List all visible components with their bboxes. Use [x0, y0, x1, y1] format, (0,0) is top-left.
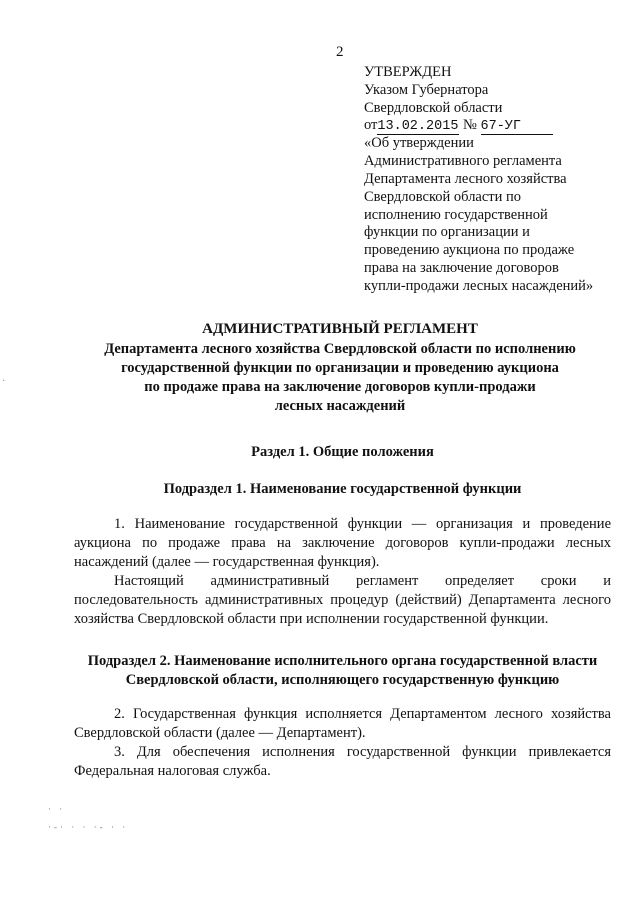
approval-date: 13.02.2015 [377, 119, 459, 135]
paragraph-1: 1. Наименование государственной функции — организация и проведение аукциона по продаже права на заключение договоров купли-продажи лесных насаждений (далее — государственная функция). [74, 516, 611, 571]
paragraph-3: 3. Для обеспечения исполнения государственной функции привлекается Федеральная налоговая служба. [74, 744, 611, 780]
document-title-line: по продаже права на заключение договоров купли-продажи [144, 379, 536, 395]
approval-from-prefix: от [364, 117, 378, 134]
scan-artifact: ·-· · · ·- · · [48, 822, 129, 832]
approval-subject-line: функции по организации и [364, 224, 530, 241]
approval-decree-number: 67-УГ [481, 120, 553, 135]
approval-number-sign: № [463, 117, 477, 134]
approval-line-1: Указом Губернатора [364, 81, 489, 98]
approval-subject-line: права на заключение договоров [364, 259, 559, 276]
section-1-heading: Раздел 1. Общие положения [251, 444, 434, 460]
document-title [70, 320, 610, 416]
approval-subject-line: Административного регламента [364, 153, 562, 170]
subsection-1-heading: Подраздел 1. Наименование государственной функции [163, 481, 522, 497]
approval-stamp [364, 64, 614, 296]
paragraph-1-continued: Настоящий административный регламент определяет сроки и последовательность административных процедур (действий) Департамента лесного хозяйства Свердловской области при исполнении государственной функции. [74, 573, 611, 628]
approval-subject-line: проведению аукциона по продаже [364, 242, 575, 259]
scan-edge-artifact: · [2, 376, 6, 387]
subsection-2-heading [60, 652, 625, 690]
document-title-line: лесных насаждений [274, 398, 406, 414]
approval-subject-line: исполнению государственной [364, 206, 548, 223]
page-number: 2 [336, 44, 344, 60]
subsection-2-heading-line: Свердловской области, исполняющего государственную функцию [125, 672, 560, 688]
paragraph-2: 2. Государственная функция исполняется Департаментом лесного хозяйства Свердловской области (далее — Департамент). [74, 706, 611, 742]
approval-subject-line: Свердловской области по [364, 188, 522, 205]
approval-date-line [364, 117, 614, 135]
approval-status: УТВЕРЖДЕН [364, 64, 452, 80]
approval-line-2: Свердловской области [364, 99, 503, 116]
approval-subject-line: «Об утверждении [364, 135, 474, 152]
approval-subject-line: купли-продажи лесных насаждений» [364, 277, 594, 294]
document-title-main: АДМИНИСТРАТИВНЫЙ РЕГЛАМЕНТ [202, 321, 478, 337]
subsection-2-heading-line: Подраздел 2. Наименование исполнительного органа государственной власти [87, 653, 598, 669]
approval-subject-line: Департамента лесного хозяйства [364, 170, 567, 187]
scan-artifact: · · [48, 804, 66, 814]
document-title-line: государственной функции по организации и проведению аукциона [121, 360, 559, 376]
document-title-line: Департамента лесного хозяйства Свердловской области по исполнению [104, 341, 576, 357]
